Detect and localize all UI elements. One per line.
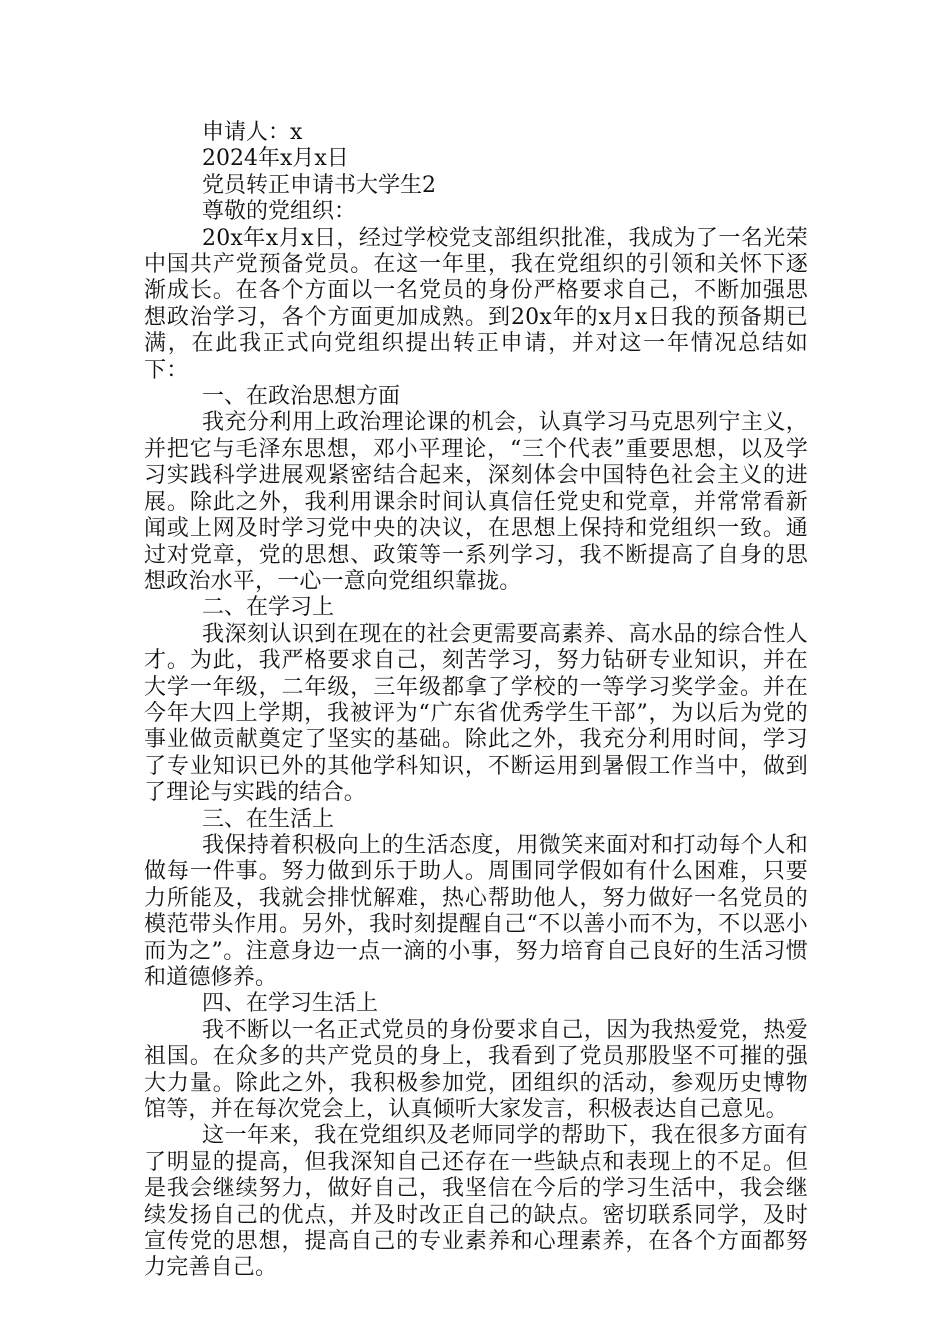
section-heading-life: 三、在生活上 <box>202 806 335 832</box>
section-body-political: 我充分利用上政治理论课的机会，认真学习马克思列宁主义，并把它与毛泽东思想，邓小平理论，“三个代表”重要思想，以及学习实践科学进展观紧密结合起来，深刻体会中国特色社会主义的进展。除此之外，我利用课余时间认真信任党史和党章，并常常看新闻或上网及时学习党中央的决议，在思想上保持和党组织一致。通过对党章，党的思想、政策等一系列学习，我不断提高了自身的思想政治水平，一心一意向党组织靠拢。 <box>144 410 808 594</box>
document-page <box>144 120 808 1282</box>
conclusion-paragraph: 这一年来，我在党组织及老师同学的帮助下，我在很多方面有了明显的提高，但我深知自己还存在一些缺点和表现上的不足。但是我会继续努力，做好自己，我坚信在今后的学习生活中，我会继续发扬自己的优点，并及时改正自己的缺点。密切联系同学，及时宣传党的思想，提高自己的专业素养和心理素养，在各个方面都努力完善自己。 <box>144 1123 808 1281</box>
section-heading-political: 一、在政治思想方面 <box>202 384 401 410</box>
section-heading-study-life: 四、在学习生活上 <box>202 991 379 1017</box>
section-body-life: 我保持着积极向上的生活态度，用微笑来面对和打动每个人和做每一件事。努力做到乐于助人。周围同学假如有什么困难，只要力所能及，我就会排忧解难，热心帮助他人，努力做好一名党员的模范带头作用。另外，我时刻提醒自己“不以善小而不为，不以恶小而为之”。注意身边一点一滴的小事，努力培育自己良好的生活习惯和道德修养。 <box>144 832 808 990</box>
salutation: 尊敬的党组织： <box>202 199 357 225</box>
intro-paragraph: 20x年x月x日，经过学校党支部组织批准，我成为了一名光荣中国共产党预备党员。在这一年里，我在党组织的引领和关怀下逐渐成长。在各个方面以一名党员的身份严格要求自己，不断加强思想政治学习，各个方面更加成熟。到20x年的x月x日我的预备期已满，在此我正式向党组织提出转正申请，并对这一年情况总结如下： <box>144 225 808 383</box>
section-body-study: 我深刻认识到在现在的社会更需要高素养、高水品的综合性人才。为此，我严格要求自己，刻苦学习，努力钻研专业知识，并在大学一年级，二年级，三年级都拿了学校的一等学习奖学金。并在今年大四上学期，我被评为“广东省优秀学生干部”，为以后为党的事业做贡献奠定了坚实的基础。除此之外，我充分利用时间，学习了专业知识已外的其他学科知识，不断运用到暑假工作当中，做到了理论与实践的结合。 <box>144 621 808 806</box>
applicant-line: 申请人：x <box>202 120 303 145</box>
section-body-study-life: 我不断以一名正式党员的身份要求自己，因为我热爱党，热爱祖国。在众多的共产党员的身上，我看到了党员那股坚不可摧的强大力量。除此之外，我积极参加党，团组织的活动，参观历史博物馆等，并在每次党会上，认真倾听大家发言，积极表达自己意见。 <box>144 1017 808 1123</box>
section-heading-study: 二、在学习上 <box>202 595 335 621</box>
document-title: 党员转正申请书大学生2 <box>202 172 436 198</box>
date-line: 2024年x月x日 <box>202 146 349 172</box>
